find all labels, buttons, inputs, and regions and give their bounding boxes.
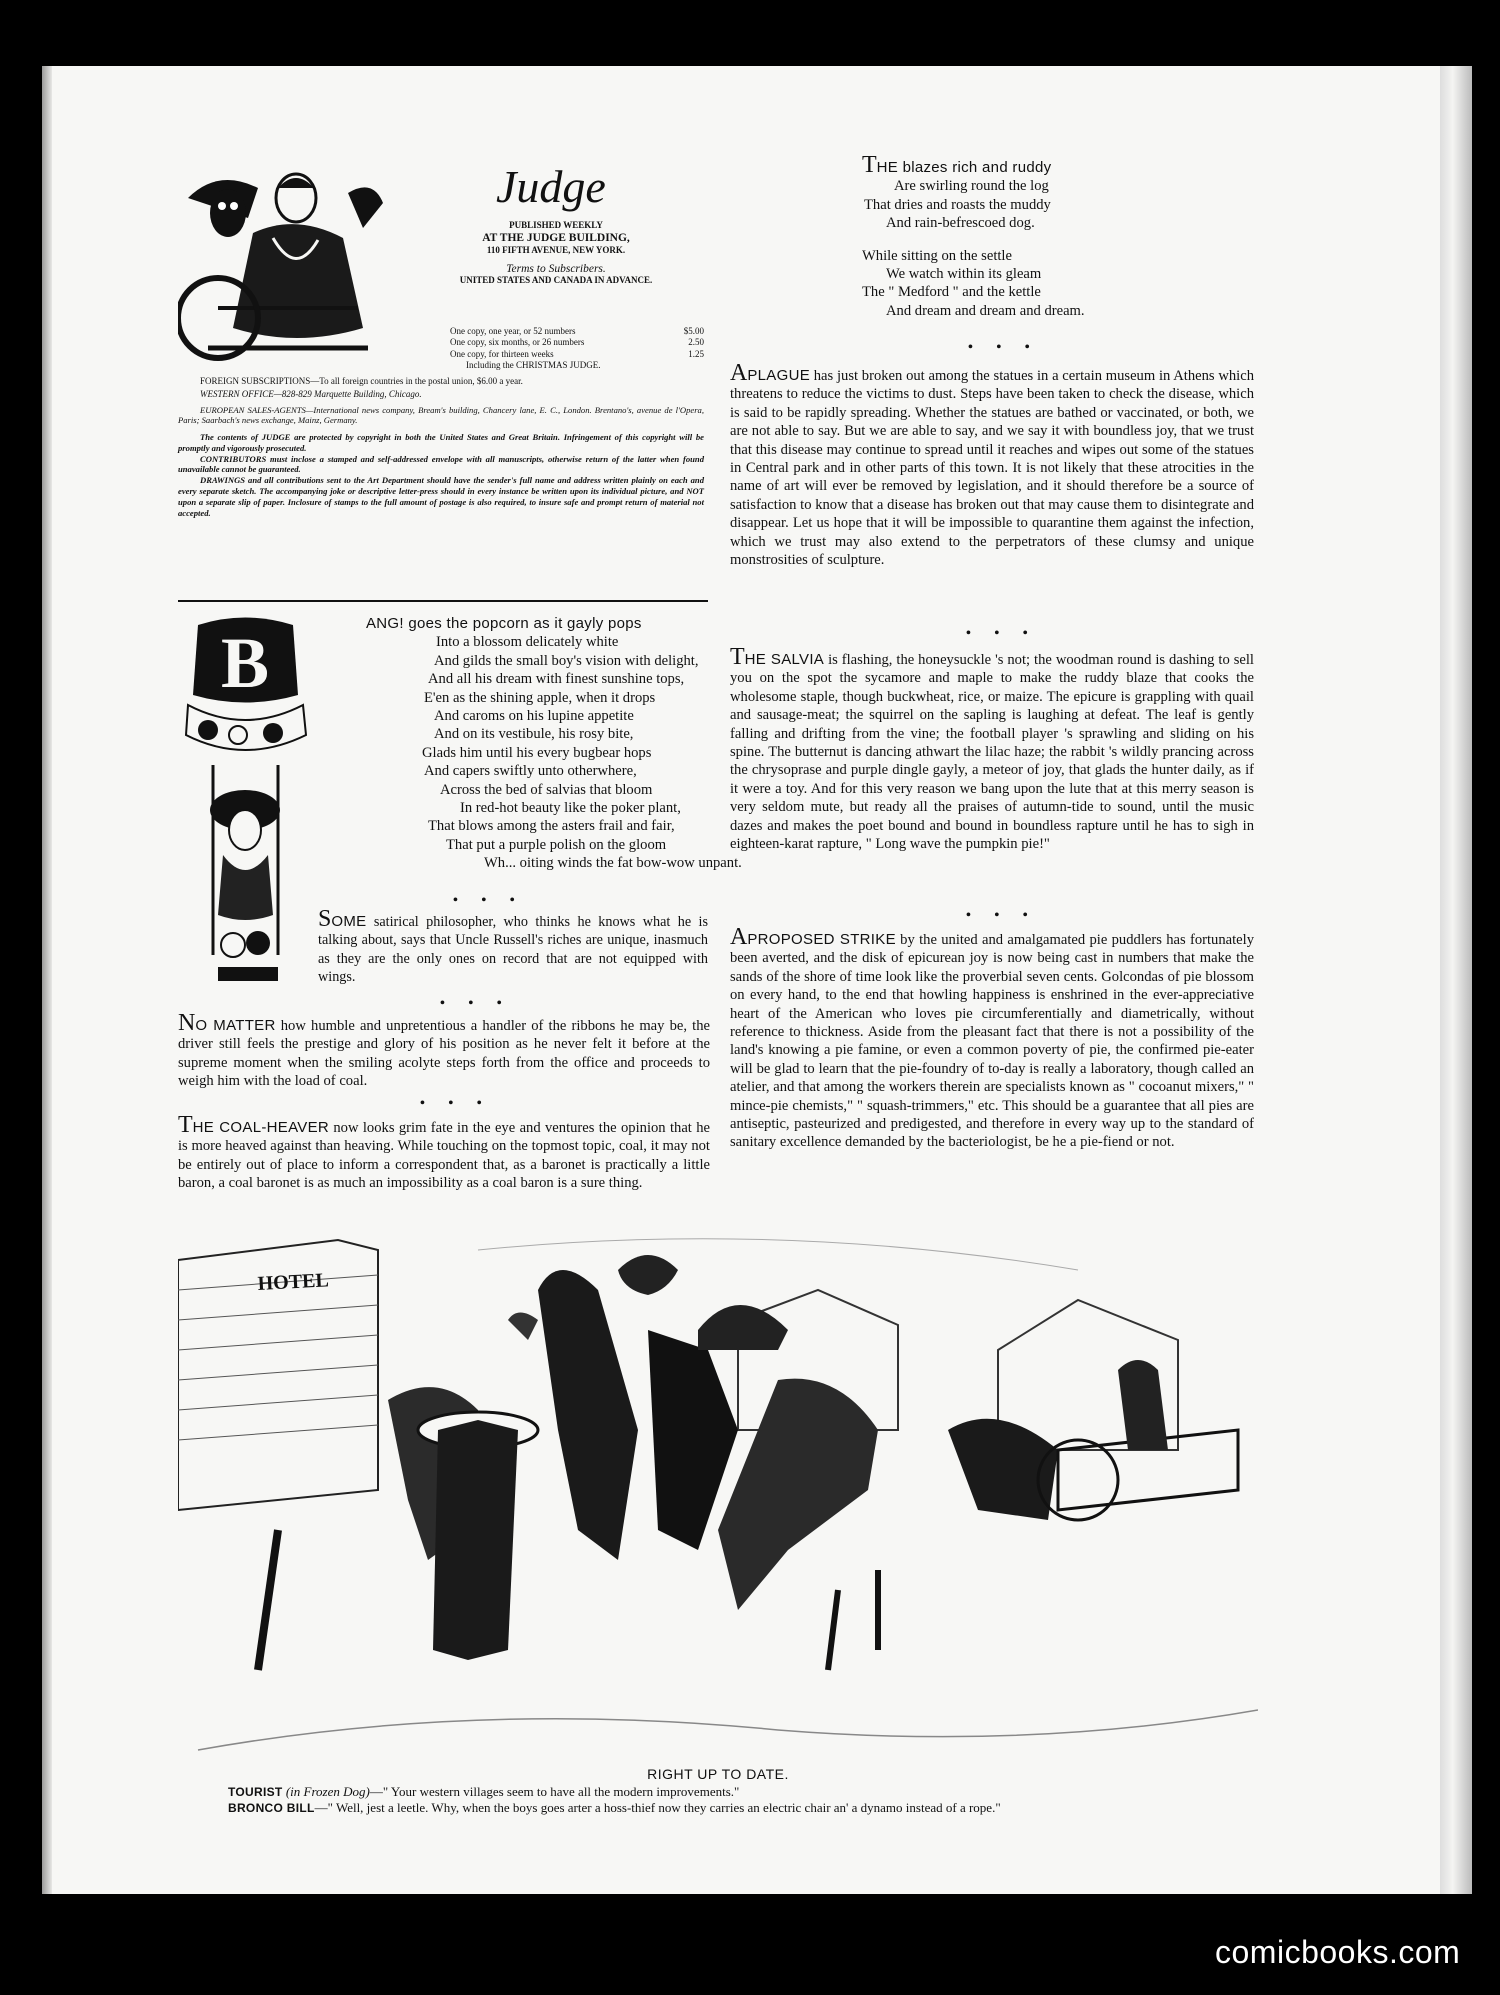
rate-row: One copy, for thirteen weeks 1.25 — [450, 348, 704, 359]
poem-line: While sitting on the settle — [862, 247, 1012, 264]
poem-line: THE blazes rich and ruddy — [862, 152, 1052, 178]
poem-line: And capers swiftly unto otherwhere, — [424, 763, 637, 780]
separator: • • • — [968, 340, 1040, 355]
european-agents: EUROPEAN SALES-AGENTS—International news company, Bream's building, Chancery lane, E. C., London. Brentano's, avenue de l'Opera, Paris; Saarbach's news exchange, Mainz, Germany. — [178, 404, 704, 426]
poem-line: ANG! goes the popcorn as it gayly pops — [366, 615, 642, 632]
cartoon-western-village-illustration — [178, 1230, 1258, 1760]
separator: • • • — [440, 996, 512, 1011]
rate-row: One copy, one year, or 52 numbers $5.00 — [450, 326, 704, 336]
cartoon-dialogue — [228, 1784, 1288, 1816]
rate-including: Including the CHRISTMAS JUDGE. — [466, 360, 601, 371]
contributors-notice: CONTRIBUTORS must inclose a stamped and self-addressed envelope with all manuscripts, otherwise return of the latter when found unavailable cannot be guaranteed. — [178, 453, 704, 475]
poem-line: And on its vestibule, his rosy bite, — [434, 726, 634, 743]
masthead-monk-illustration — [178, 158, 388, 363]
paragraph-salvia: THE SALVIA is flashing, the honeysuckle 's not; the woodman round is dashing to sell you on the spot the sycamore and maple to make the ruddy blaze that cooks the wholesome staple, though buckwheat, rice, or maize. The epicure is grappling with quail and sausage-meat; the squirrel on the sapling is laughing at defeat. The leaf is gently falling and drifting from the vine; the football player 's sprawling and sliding on his spine. The butternut is dancing athwart the lilac haze; the rabbit 's wildly prancing across the chrysoprase and purple dingle gayly, a meteor of joy, that glads the hunter daily, as if it were a toy. And for this very reason we bang upon the lute that at this merry season is very seldom mute, but ready all the praises of autumn-tide to sound, until the music dazes and makes the poet bound and bound in boundless rapture until he has to sigh in eighteen-karat rapture, " Long wave the pumpkin pie!" — [730, 644, 1254, 853]
masthead-title: Judge — [496, 161, 606, 212]
poem-bang — [178, 615, 742, 995]
poem-line: And all his dream with finest sunshine tops, — [428, 671, 685, 688]
poem-line: Into a blossom delicately white — [436, 634, 619, 651]
paragraph-plague: APLAGUE has just broken out among the statues in a certain museum in Athens which threatens to reduce the victims to dust. Steps have been taken to check the disease, which is said to be rapidly spreading. Whether the statues are bathed or vaccinated, or both, we are not able to say. But we are able to say, and we say it with boundless joy, that we trust that this disease may continue to spread until it reaches and wipes out some of the statues in Central park and in other parts of this town. It is not likely that these atrocities in the name of art will ever be removed by legislation, and it should therefore be a source of satisfaction to know that a disease has broken out that may cause them to disintegrate and disappear. Let us hope that it will be impossible to quarantine them against the infection, which we trust may also extend to the perpetrators of these clumsy and unique monstrosities of sculpture. — [730, 360, 1254, 569]
foreign-subscriptions: FOREIGN SUBSCRIPTIONS—To all foreign countries in the postal union, $6.00 a year. — [200, 376, 523, 386]
paragraph-coal-heaver: THE COAL-HEAVER now looks grim fate in the eye and ventures the opinion that he is more heaved against than heaving. While touching on the topmost topic, coal, it may not be entirely out of place to inform a correspondent that, as a baronet is practically a little baron, a coal baronet is as much an impossibility as a coal baron is a sure thing. — [178, 1112, 710, 1192]
svg-text:B: B — [220, 623, 270, 703]
poem-line: And rain-befrescoed dog. — [886, 215, 1035, 232]
stanza-gap — [862, 233, 1242, 247]
cartoon-line-bronco-bill: BRONCO BILL—" Well, jest a leetle. Why, when the boys goes arter a hoss-thief now they carries an electric chair an' a dynamo instead of a rope." — [228, 1800, 1001, 1815]
page-binding-edge — [1440, 66, 1472, 1894]
terms-heading: Terms to Subscribers. — [506, 262, 606, 275]
masthead — [178, 158, 708, 608]
cartoon-title: RIGHT UP TO DATE. — [647, 1766, 789, 1782]
poem-line: That dries and roasts the muddy — [864, 196, 1051, 213]
poem-blazes — [862, 152, 1242, 320]
separator: • • • — [420, 1096, 492, 1111]
paragraph-proposed-strike: APROPOSED STRIKE by the united and amalgamated pie puddlers has fortunately been averted, and the disk of epicurean joy is now being cast in numbers that make the sands of the shore of time look like the proverbial seven cents. Golcondas of pie blossom on every hand, to the end that howling happiness is enshrined in the ever-appreciative heart of the American who loves pie circumferentially and diametrically, without reference to thickness. Aside from the pleasant fact that there is not a possibility of the land's knowing a pie famine, or even a common poverty of pie, the confirmed pie-eater will be glad to learn that the pie-foundry of to-day is really a laboratory, though called an atelier, and that among the workers therein are specialists known as " cocoanut mixers," " mince-pie chemists," " squash-trimmers," etc. This should be a guarantee that all pies are antiseptic, pasteurized and predigested, and therefore in every way up to the standard of sanitary excellence demanded by the bacteriologist, be he a pie-fiend or not. — [730, 924, 1254, 1151]
poem-line: That blows among the asters frail and fair, — [428, 818, 675, 835]
poem-line: Are swirling round the log — [894, 178, 1049, 195]
poem-line: Wh... oiting winds the fat bow-wow unpant. — [484, 855, 742, 872]
rates-table — [450, 326, 704, 372]
poem-line: And caroms on his lupine appetite — [434, 708, 634, 725]
poem-line: E'en as the shining apple, when it drops — [424, 689, 656, 706]
masthead-published: PUBLISHED WEEKLY — [509, 220, 603, 230]
western-office: WESTERN OFFICE—828-829 Marquette Building, Chicago. — [200, 389, 422, 400]
poem-line: Glads him until his every bugbear hops — [422, 744, 652, 761]
poem-line: We watch within its gleam — [886, 266, 1042, 283]
separator: • • • — [966, 908, 1038, 923]
drawings-notice: DRAWINGS and all contributions sent to the Art Department should have the sender's full name and address written plainly on each and every separate sketch. The accompanying joke or descriptive letter-press should in every instance be written upon its individual picture, and NOT upon a separate slip of paper. Inclosure of stamps to the full amount of postage is also required, to insure safe and prompt return of material not accepted. — [178, 475, 704, 518]
terms-subheading: UNITED STATES AND CANADA IN ADVANCE. — [459, 274, 653, 285]
separator: • • • — [453, 893, 525, 908]
hotel-sign: HOTEL — [257, 1269, 330, 1295]
rate-row: One copy, six months, or 26 numbers 2.50 — [450, 337, 704, 348]
poem-line: And gilds the small boy's vision with delight, — [434, 652, 699, 669]
masthead-building: AT THE JUDGE BUILDING, — [482, 232, 630, 245]
poem-line: In red-hot beauty like the poker plant, — [460, 800, 681, 817]
poem-line: The " Medford " and the kettle — [862, 284, 1041, 301]
poem-line: Across the bed of salvias that bloom — [440, 781, 653, 798]
poem-line: And dream and dream and dream. — [886, 302, 1085, 319]
watermark-text: comicbooks.com — [1215, 1934, 1461, 1970]
paragraph-no-matter: NO MATTER how humble and unpretentious a handler of the ribbons he may be, the driver still feels the prestige and glory of his position as he never felt it before at the supreme moment when the smiling acolyte steps forth from the office and proceeds to weigh him with the load of coal. — [178, 1010, 710, 1090]
masthead-address: 110 FIFTH AVENUE, NEW YORK. — [486, 245, 626, 256]
paragraph-some-satirical: SOME satirical philosopher, who thinks he knows what he is talking about, says that Uncle Russell's riches are unique, inasmuch as they are the only ones on record that are not equipped with wings. — [318, 906, 708, 986]
cartoon-line-tourist: TOURIST (in Frozen Dog)—" Your western villages seem to have all the modern improvements." — [228, 1784, 740, 1799]
copyright-notice: The contents of JUDGE are protected by copyright in both the United States and Great Britain. Infringement of this copyright will be promptly and vigorously prosecuted. — [178, 432, 704, 453]
masthead-rule — [178, 600, 708, 602]
separator: • • • — [966, 626, 1038, 641]
page-left-edge — [42, 66, 52, 1894]
poem-line: That put a purple polish on the gloom — [446, 836, 667, 853]
